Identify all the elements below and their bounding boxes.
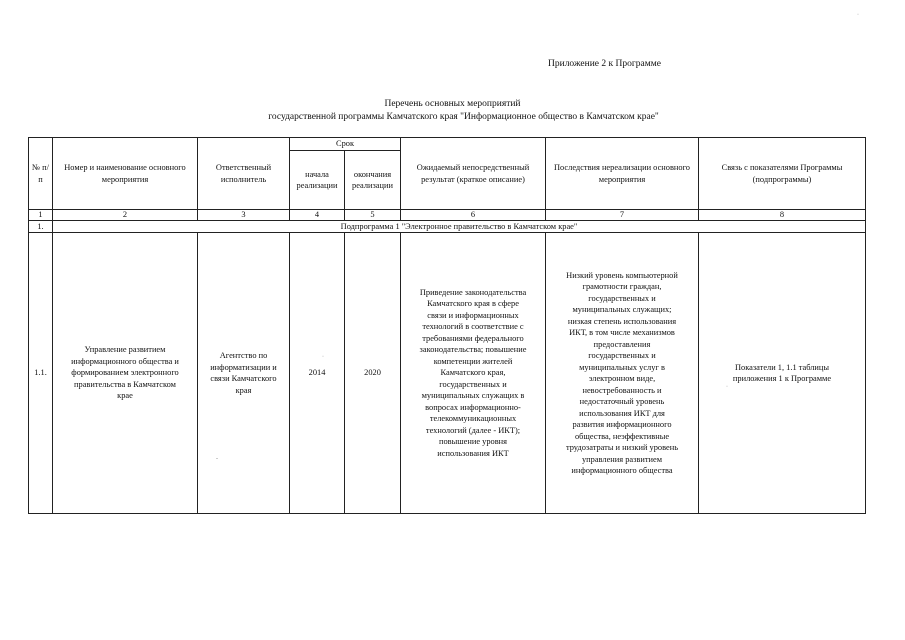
row-measure-name: Управление развитием информационного общества и формированием электронного правительства в Камчатском крае — [53, 233, 198, 514]
column-number: 2 — [53, 210, 198, 221]
row-indicator-link: Показатели 1, 1.1 таблицы приложения 1 к Программе — [699, 233, 866, 514]
row-consequences: Низкий уровень компьютерной грамотности граждан, государственных и муниципальных служащих; низкая степень использования ИКТ, в том числе механизмов предоставления государственных и муниципальных услуг в электронном виде, невостребованность и недостаточный уровень использования ИКТ для развития информационного общества, неэффективные трудозатраты и низкий уровень управления развитием информационного общества — [546, 233, 699, 514]
column-number: 5 — [345, 210, 401, 221]
column-number: 8 — [699, 210, 866, 221]
document-title — [0, 98, 905, 124]
column-number: 7 — [546, 210, 699, 221]
header-consequences: Последствия нереализации основного мероприятия — [546, 138, 699, 210]
header-result: Ожидаемый непосредственный результат (краткое описание) — [401, 138, 546, 210]
appendix-label: Приложение 2 к Программе — [548, 59, 661, 69]
row-expected-result: Приведение законодательства Камчатского края в сфере связи и информационных технологий в соответствие с требованиями федерального законодательства; повышение компетенции жителей Камчатского края, государственных и муниципальных служащих в вопросах информационно- телекоммуникационных технологий (далее - ИКТ); повышение уровня использования ИКТ — [401, 233, 546, 514]
scan-speck: · — [857, 12, 859, 18]
column-number: 6 — [401, 210, 546, 221]
title-line-1: Перечень основных мероприятий — [384, 99, 521, 109]
header-end: окончания реализации — [345, 151, 401, 210]
subprogram-row — [29, 221, 866, 233]
scan-speck: - — [216, 456, 218, 462]
measures-table — [28, 137, 866, 514]
row-end-year: 2020 — [345, 233, 401, 514]
column-number: 3 — [198, 210, 290, 221]
subprogram-num: 1. — [29, 221, 53, 233]
header-start: начала реализации — [290, 151, 345, 210]
column-number: 4 — [290, 210, 345, 221]
column-number-row — [29, 210, 866, 221]
header-row — [29, 138, 866, 151]
header-responsible: Ответственный исполнитель — [198, 138, 290, 210]
row-num: 1.1. — [29, 233, 53, 514]
header-term: Срок — [290, 138, 401, 151]
table-row — [29, 233, 866, 514]
header-name: Номер и наименование основного мероприятия — [53, 138, 198, 210]
scan-speck: · — [726, 384, 728, 390]
header-num: № п/п — [29, 138, 53, 210]
column-number: 1 — [29, 210, 53, 221]
row-start-year: 2014 — [290, 233, 345, 514]
row-responsible: Агентство по информатизации и связи Камчатского края — [198, 233, 290, 514]
header-link: Связь с показателями Программы (подпрограммы) — [699, 138, 866, 210]
title-line-2: государственной программы Камчатского края "Информационное общество в Камчатском крае" — [268, 112, 659, 122]
scan-speck: · — [322, 354, 324, 360]
subprogram-title: Подпрограмма 1 "Электронное правительство в Камчатском крае" — [53, 221, 866, 233]
